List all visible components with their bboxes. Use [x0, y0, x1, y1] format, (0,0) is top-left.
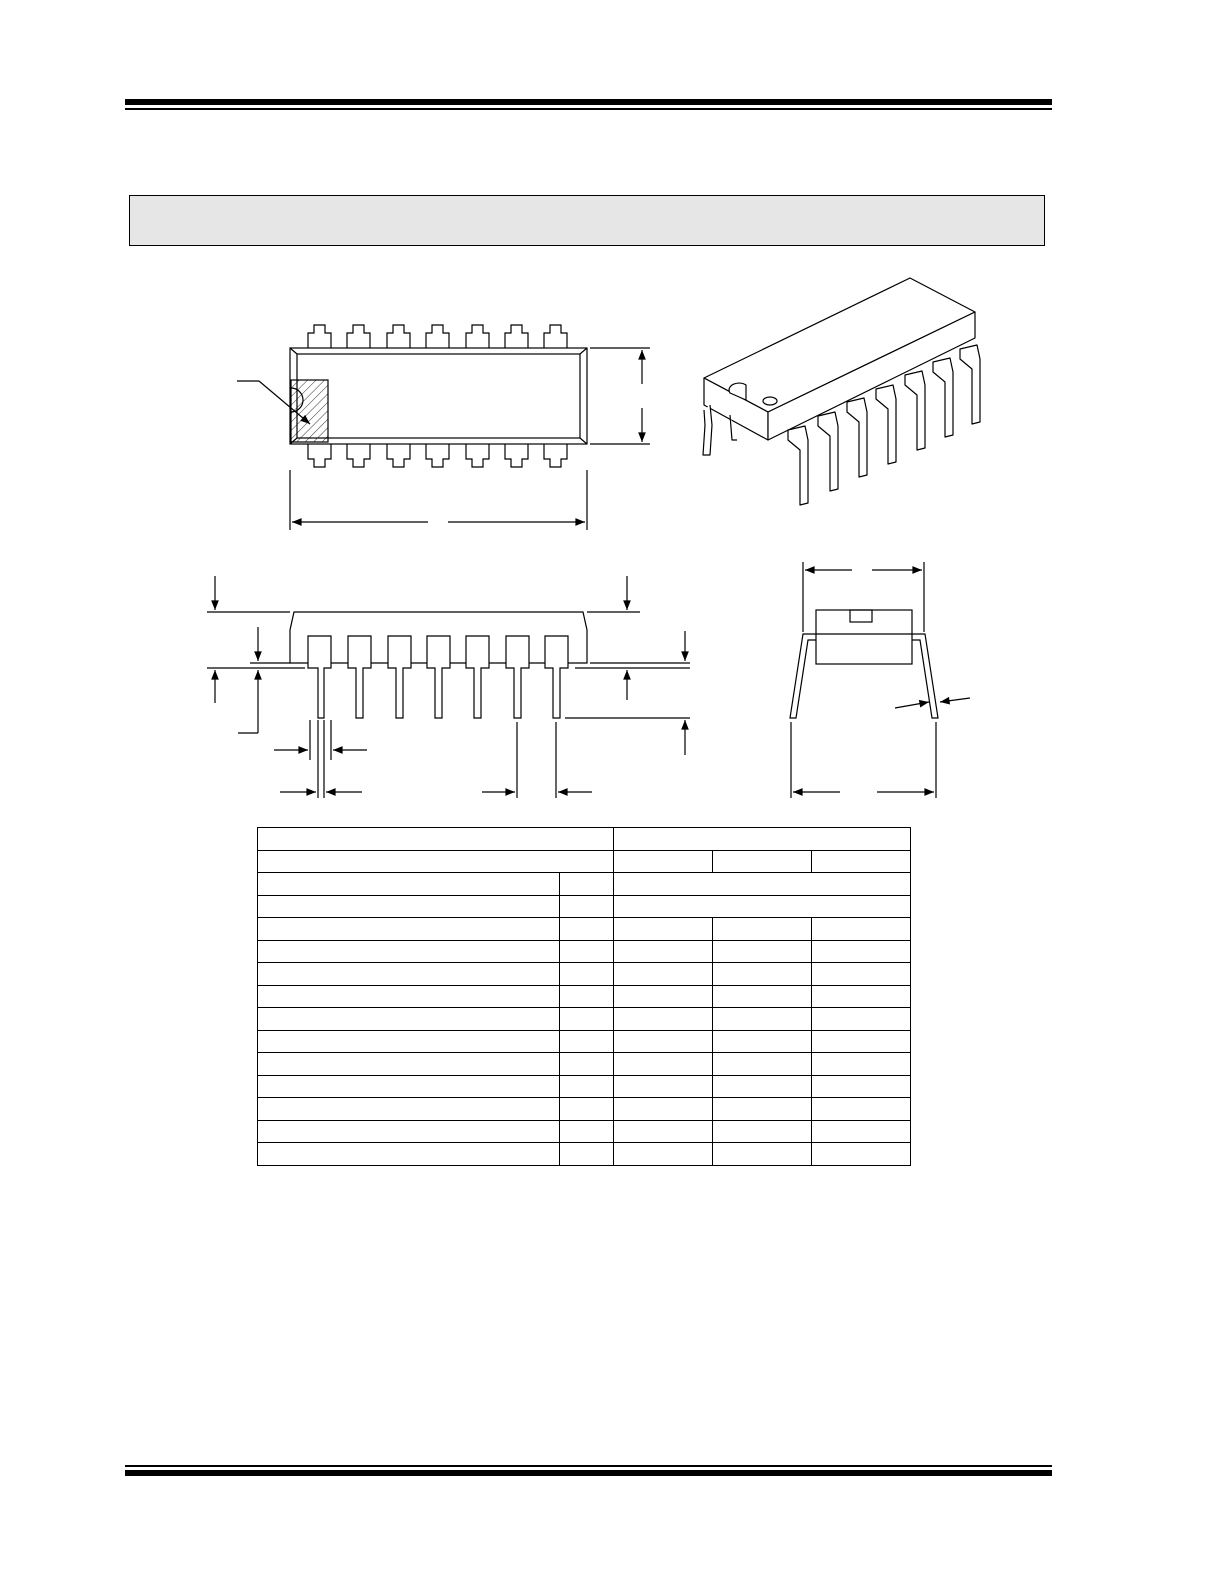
table-cell-param	[258, 918, 560, 941]
dimension-table	[257, 827, 911, 1166]
table-cell-max	[812, 1098, 911, 1121]
table-cell-max	[812, 1053, 911, 1076]
table-subheader-max	[812, 850, 911, 873]
table-cell-param	[258, 1143, 560, 1166]
table-subheader-row	[258, 850, 911, 873]
table-cell-param	[258, 1053, 560, 1076]
table-cell-param	[258, 1075, 560, 1098]
table-cell-value	[614, 873, 911, 896]
table-cell-symbol	[560, 1098, 614, 1121]
footer-rule-thick	[125, 1470, 1052, 1476]
table-cell-symbol	[560, 1075, 614, 1098]
table-cell-min	[614, 1053, 713, 1076]
table-cell-param	[258, 1120, 560, 1143]
table-cell-min	[614, 940, 713, 963]
table-row	[258, 1120, 911, 1143]
table-subheader-limits	[258, 850, 614, 873]
table-cell-min	[614, 1008, 713, 1031]
table-cell-param	[258, 895, 560, 918]
table-cell-nom	[713, 1075, 812, 1098]
table-cell-param	[258, 1030, 560, 1053]
table-cell-nom	[713, 940, 812, 963]
table-cell-max	[812, 1075, 911, 1098]
table-cell-min	[614, 1120, 713, 1143]
table-cell-min	[614, 918, 713, 941]
table-cell-nom	[713, 1008, 812, 1031]
table-header-row	[258, 828, 911, 851]
side-view	[207, 576, 690, 798]
table-subheader-min	[614, 850, 713, 873]
table-cell-param	[258, 985, 560, 1008]
table-cell-symbol	[560, 1008, 614, 1031]
table-cell-param	[258, 963, 560, 986]
table-cell-max	[812, 1120, 911, 1143]
top-view	[237, 325, 650, 530]
table-cell-symbol	[560, 1030, 614, 1053]
table-cell-nom	[713, 918, 812, 941]
table-cell-min	[614, 1143, 713, 1166]
table-cell-symbol	[560, 873, 614, 896]
footer-rule-thin	[125, 1465, 1052, 1467]
table-cell-param	[258, 1008, 560, 1031]
table-header-units	[258, 828, 614, 851]
table-cell-max	[812, 1030, 911, 1053]
top-view-pins-bottom	[308, 444, 567, 467]
table-cell-max	[812, 918, 911, 941]
table-cell-min	[614, 963, 713, 986]
table-cell-symbol	[560, 918, 614, 941]
table-row	[258, 1075, 911, 1098]
table-cell-min	[614, 1030, 713, 1053]
table-row	[258, 963, 911, 986]
table-cell-nom	[713, 963, 812, 986]
table-cell-param	[258, 873, 560, 896]
table-cell-max	[812, 1008, 911, 1031]
table-cell-nom	[713, 1030, 812, 1053]
table-cell-symbol	[560, 1143, 614, 1166]
table-cell-max	[812, 985, 911, 1008]
table-row	[258, 1053, 911, 1076]
table-cell-symbol	[560, 1120, 614, 1143]
table-cell-symbol	[560, 963, 614, 986]
iso-pin1-dot	[763, 397, 777, 405]
table-row	[258, 873, 911, 896]
table-row	[258, 895, 911, 918]
table-cell-param	[258, 940, 560, 963]
table-row	[258, 1030, 911, 1053]
table-cell-value	[614, 895, 911, 918]
table-cell-max	[812, 1143, 911, 1166]
table-cell-nom	[713, 1120, 812, 1143]
table-cell-param	[258, 1098, 560, 1121]
table-row	[258, 1143, 911, 1166]
table-cell-min	[614, 1098, 713, 1121]
table-row	[258, 940, 911, 963]
table-row	[258, 1098, 911, 1121]
top-view-body-bevel	[297, 354, 580, 438]
side-view-pins	[308, 636, 568, 718]
top-view-pins-top	[308, 325, 567, 348]
table-cell-symbol	[560, 1053, 614, 1076]
table-cell-nom	[713, 1053, 812, 1076]
end-view	[790, 562, 970, 798]
table-header-unit-name	[614, 828, 911, 851]
end-view-body	[816, 610, 912, 664]
isometric-view	[703, 278, 980, 505]
table-subheader-nom	[713, 850, 812, 873]
table-cell-nom	[713, 1098, 812, 1121]
top-view-body	[290, 348, 587, 444]
table-row	[258, 1008, 911, 1031]
table-cell-max	[812, 940, 911, 963]
table-row	[258, 985, 911, 1008]
table-cell-min	[614, 985, 713, 1008]
table-row	[258, 918, 911, 941]
table-cell-symbol	[560, 985, 614, 1008]
table-cell-min	[614, 1075, 713, 1098]
table-cell-nom	[713, 985, 812, 1008]
table-cell-symbol	[560, 940, 614, 963]
table-cell-max	[812, 963, 911, 986]
table-cell-nom	[713, 1143, 812, 1166]
table-cell-symbol	[560, 895, 614, 918]
